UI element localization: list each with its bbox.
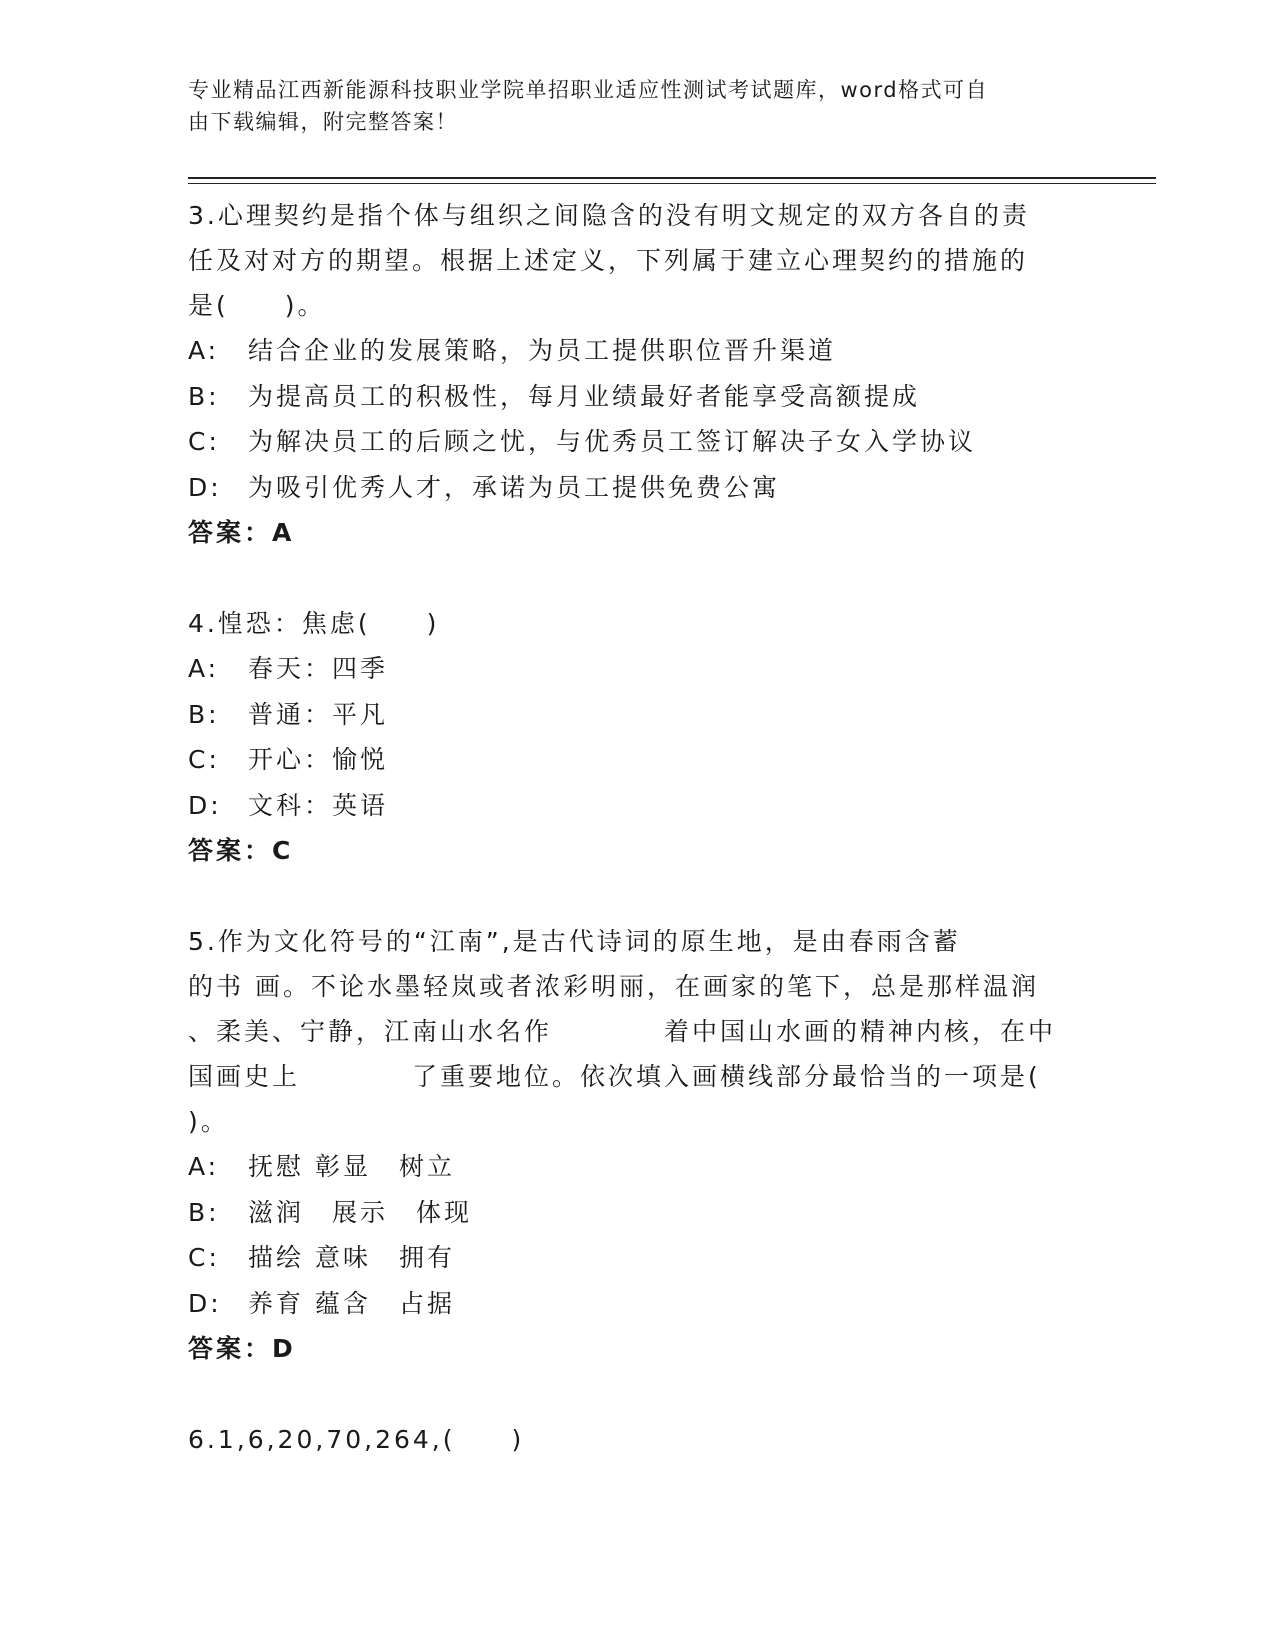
option-c xyxy=(188,419,1088,465)
answer-label: 答案：D xyxy=(188,1334,296,1363)
question-text-line: 、柔美、宁静，江南山水名作 着中国山水画的精神内核，在中 xyxy=(188,1017,1057,1046)
option-letter: D: xyxy=(188,790,222,820)
question-text-line: 5.作为文化符号的“江南”,是古代诗词的原生地，是由春雨含蓄 xyxy=(188,927,961,956)
option-letter: C: xyxy=(188,745,220,774)
question-text-line: 的书 画。不论水墨轻岚或者浓彩明丽，在画家的笔下，总是那样温润 xyxy=(188,972,1039,1001)
option-letter: B: xyxy=(188,1197,220,1227)
option-d xyxy=(188,1281,1088,1327)
header-rule-thick xyxy=(188,177,1156,179)
option-a xyxy=(188,1144,1088,1190)
answer-label: 答案：A xyxy=(188,518,295,547)
header-rule-thin xyxy=(188,183,1156,184)
option-b xyxy=(188,374,1088,420)
option-d xyxy=(188,465,1088,511)
option-letter: D: xyxy=(188,472,222,502)
header-line-2: 由下载编辑，附完整答案！ xyxy=(188,110,458,134)
option-letter: B: xyxy=(188,381,220,411)
option-b xyxy=(188,1190,1088,1236)
option-text: 为解决员工的后顾之忧，与优秀员工签订解决子女入学协议 xyxy=(248,427,977,456)
option-letter: A: xyxy=(188,336,220,365)
document-header xyxy=(188,74,1068,138)
answer-label: 答案：C xyxy=(188,836,294,865)
question-3 xyxy=(188,193,1088,555)
option-text: 结合企业的发展策略，为员工提供职位晋升渠道 xyxy=(248,336,837,365)
option-letter: C: xyxy=(188,427,220,456)
option-letter: B: xyxy=(188,699,220,729)
option-letter: A: xyxy=(188,654,220,683)
option-text: 开心：愉悦 xyxy=(248,745,389,774)
option-text: 为吸引优秀人才，承诺为员工提供免费公寓 xyxy=(248,472,781,502)
option-text: 抚慰 彰显 树立 xyxy=(248,1152,455,1181)
header-line-1: 专业精品江西新能源科技职业学院单招职业适应性测试考试题库，word格式可自 xyxy=(188,78,989,102)
option-d xyxy=(188,783,1088,829)
option-b xyxy=(188,692,1088,738)
option-letter: C: xyxy=(188,1243,220,1272)
option-letter: A: xyxy=(188,1152,220,1181)
option-c xyxy=(188,1235,1088,1281)
option-a xyxy=(188,646,1088,692)
option-text: 普通：平凡 xyxy=(248,699,389,729)
question-5 xyxy=(188,919,1088,1371)
question-text-line: 4.惶恐：焦虑( ) xyxy=(188,609,440,638)
option-text: 养育 蕴含 占据 xyxy=(248,1288,455,1318)
option-a xyxy=(188,328,1088,374)
question-list xyxy=(188,193,1088,1462)
option-text: 春天：四季 xyxy=(248,654,389,683)
option-text: 为提高员工的积极性，每月业绩最好者能享受高额提成 xyxy=(248,381,921,411)
question-text-line: 任及对对方的期望。根据上述定义，下列属于建立心理契约的措施的 xyxy=(188,246,1029,275)
option-letter: D: xyxy=(188,1288,222,1318)
question-text-line: 3.心理契约是指个体与组织之间隐含的没有明文规定的双方各自的责 xyxy=(188,201,1030,230)
option-c xyxy=(188,737,1088,783)
option-text: 描绘 意味 拥有 xyxy=(248,1243,455,1272)
option-text: 滋润 展示 体现 xyxy=(248,1197,473,1227)
question-text-line: )。 xyxy=(188,1107,229,1136)
option-text: 文科：英语 xyxy=(248,790,389,820)
question-text-line: 国画史上 了重要地位。依次填入画横线部分最恰当的一项是( xyxy=(188,1062,1041,1091)
question-6: 6.1,6,20,70,264,( ) xyxy=(188,1425,525,1454)
question-text-line: 是( )。 xyxy=(188,291,326,320)
question-4 xyxy=(188,601,1088,873)
